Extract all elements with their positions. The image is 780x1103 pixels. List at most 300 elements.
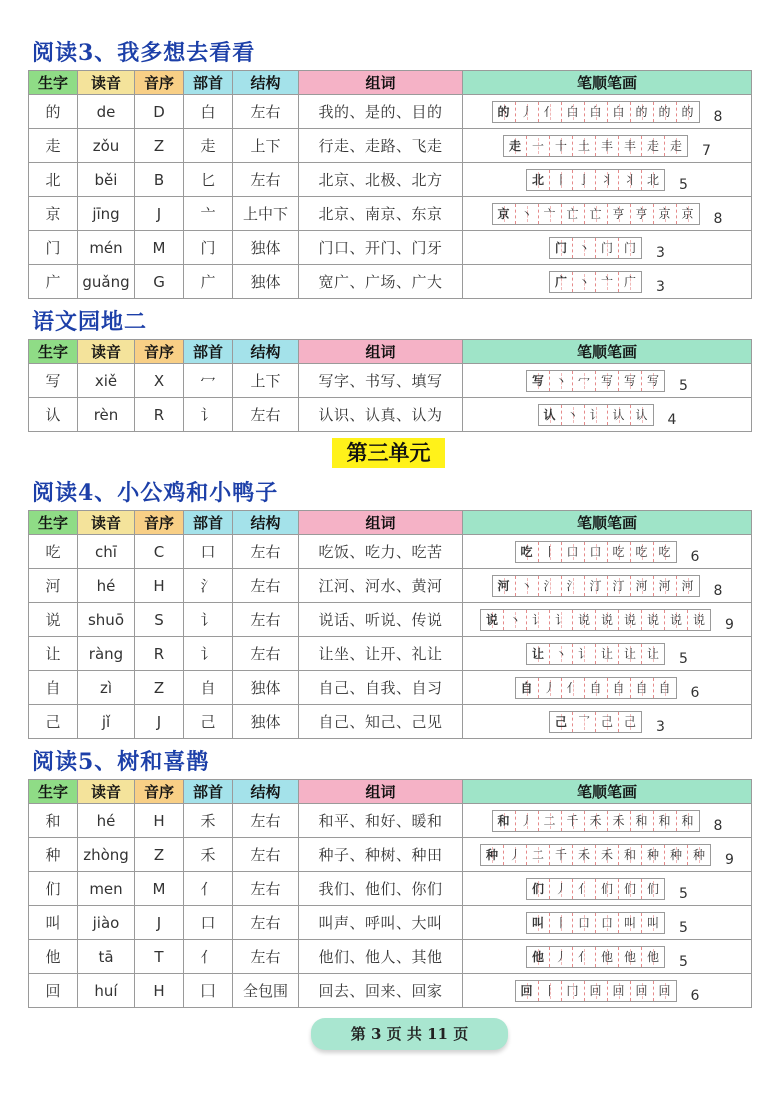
- table-row: [29, 637, 752, 671]
- structure-cell: 全包围: [233, 974, 299, 1008]
- stroke-step: 他: [647, 949, 660, 964]
- column-header-words: 组词: [299, 780, 463, 804]
- structure-cell: 上下: [233, 364, 299, 398]
- structure-cell: 独体: [233, 705, 299, 739]
- stroke-step-box: [596, 170, 619, 190]
- character-cell: 己: [29, 705, 78, 739]
- column-header-radical: 部首: [184, 71, 233, 95]
- stroke-step: 亻: [578, 949, 591, 964]
- stroke-step-box: [654, 102, 677, 122]
- stroke-step-box: [493, 102, 516, 122]
- stroke-step: 己: [555, 714, 568, 729]
- stroke-step-box: [642, 879, 664, 899]
- stroke-step: 和: [624, 847, 637, 862]
- stroke-step: 北: [647, 172, 660, 187]
- stroke-step: 他: [532, 949, 545, 964]
- word-group-cell: 他们、他人、其他: [299, 940, 463, 974]
- stroke-count: 9: [725, 851, 734, 868]
- stroke-step: 他: [601, 949, 614, 964]
- stroke-step-box: [573, 371, 596, 391]
- stroke-step-box: [585, 576, 608, 596]
- stroke-step: 河: [497, 578, 510, 593]
- stroke-step: 说: [670, 612, 683, 627]
- stroke-step: 回: [520, 983, 533, 998]
- phonetic-order-cell: M: [135, 231, 184, 265]
- stroke-step: 自: [589, 680, 602, 695]
- stroke-step: 氵: [566, 578, 579, 593]
- stroke-step-box: [550, 272, 573, 292]
- radical-cell: 讠: [184, 603, 233, 637]
- stroke-step: 说: [578, 612, 591, 627]
- phonetic-order-cell: J: [135, 906, 184, 940]
- stroke-step-box: [573, 879, 596, 899]
- stroke-step: 京: [497, 206, 510, 221]
- stroke-step-box: [493, 576, 516, 596]
- phonetic-order-cell: Z: [135, 671, 184, 705]
- column-header-structure: 结构: [233, 511, 299, 535]
- stroke-step: 自: [658, 680, 671, 695]
- table-row: [29, 872, 752, 906]
- stroke-step-box: [642, 913, 664, 933]
- stroke-step: 种: [693, 847, 706, 862]
- stroke-step: 讠: [555, 612, 568, 627]
- radical-cell: 自: [184, 671, 233, 705]
- stroke-step: 千: [566, 813, 579, 828]
- stroke-step-box: [562, 678, 585, 698]
- stroke-order-grid: [492, 575, 700, 597]
- stroke-step: 的: [681, 104, 694, 119]
- stroke-step-box: [596, 712, 619, 732]
- stroke-step-box: [481, 610, 504, 630]
- stroke-step-box: [619, 845, 642, 865]
- stroke-step: 们: [601, 881, 614, 896]
- stroke-count: 3: [656, 244, 665, 261]
- column-header-radical: 部首: [184, 340, 233, 364]
- stroke-step: 说: [647, 612, 660, 627]
- stroke-count: 5: [679, 953, 688, 970]
- phonetic-order-cell: R: [135, 637, 184, 671]
- radical-cell: 亠: [184, 197, 233, 231]
- stroke-order-grid: [515, 980, 677, 1002]
- stroke-step: 说: [486, 612, 499, 627]
- stroke-order-cell: [463, 569, 752, 603]
- table-row: [29, 364, 752, 398]
- stroke-step-box: [608, 576, 631, 596]
- stroke-step: 丰: [624, 138, 637, 153]
- column-header-seq: 音序: [135, 71, 184, 95]
- table-row: [29, 163, 752, 197]
- stroke-step: 口: [601, 915, 614, 930]
- section-title-reading-3: 阅读3、我多想去看看: [32, 40, 256, 66]
- structure-cell: 左右: [233, 872, 299, 906]
- stroke-step: 亡: [566, 206, 579, 221]
- pinyin-cell: jīng: [78, 197, 135, 231]
- stroke-order-grid: [492, 101, 700, 123]
- stroke-step: 叫: [624, 915, 637, 930]
- stroke-step-box: [619, 947, 642, 967]
- stroke-step: 亻: [543, 104, 556, 119]
- word-group-cell: 北京、北极、北方: [299, 163, 463, 197]
- structure-cell: 左右: [233, 637, 299, 671]
- stroke-step-box: [608, 811, 631, 831]
- stroke-step-box: [585, 542, 608, 562]
- stroke-step-box: [550, 879, 573, 899]
- stroke-step: 认: [543, 407, 556, 422]
- structure-cell: 上中下: [233, 197, 299, 231]
- stroke-step: 白: [612, 104, 625, 119]
- stroke-step: 让: [624, 646, 637, 661]
- stroke-step-box: [573, 238, 596, 258]
- stroke-step: 自: [520, 680, 533, 695]
- stroke-step: 写: [601, 373, 614, 388]
- pinyin-cell: zǒu: [78, 129, 135, 163]
- structure-cell: 左右: [233, 398, 299, 432]
- table-header-row: [29, 340, 752, 364]
- stroke-step-box: [631, 542, 654, 562]
- stroke-step: 禾: [612, 813, 625, 828]
- stroke-count: 8: [713, 582, 723, 599]
- structure-cell: 左右: [233, 804, 299, 838]
- stroke-step-box: [596, 845, 619, 865]
- stroke-order-cell: [463, 974, 752, 1008]
- character-cell: 北: [29, 163, 78, 197]
- stroke-step: 走: [647, 138, 660, 153]
- stroke-step-box: [677, 811, 699, 831]
- word-group-cell: 我的、是的、目的: [299, 95, 463, 129]
- table-row: [29, 906, 752, 940]
- stroke-step: 乛: [578, 714, 591, 729]
- stroke-step: 走: [670, 138, 683, 153]
- stroke-step-box: [562, 102, 585, 122]
- stroke-order-grid: [492, 810, 700, 832]
- pinyin-cell: de: [78, 95, 135, 129]
- stroke-step-box: [642, 610, 665, 630]
- structure-cell: 独体: [233, 671, 299, 705]
- vocab-table-language-garden-2: [28, 339, 752, 432]
- stroke-step-box: [677, 204, 699, 224]
- column-header-char: 生字: [29, 340, 78, 364]
- stroke-count: 5: [679, 377, 688, 394]
- character-cell: 走: [29, 129, 78, 163]
- stroke-order-grid: [526, 878, 665, 900]
- stroke-step-box: [539, 204, 562, 224]
- phonetic-order-cell: J: [135, 197, 184, 231]
- word-group-cell: 叫声、呼叫、大叫: [299, 906, 463, 940]
- stroke-step: 回: [612, 983, 625, 998]
- column-header-radical: 部首: [184, 780, 233, 804]
- stroke-step-box: [665, 610, 688, 630]
- stroke-step-box: [688, 845, 710, 865]
- table-row: [29, 940, 752, 974]
- stroke-step: 回: [589, 983, 602, 998]
- phonetic-order-cell: J: [135, 705, 184, 739]
- stroke-step: 千: [555, 847, 568, 862]
- table-row: [29, 671, 752, 705]
- column-header-pinyin: 读音: [78, 71, 135, 95]
- stroke-step: 种: [670, 847, 683, 862]
- pinyin-cell: tā: [78, 940, 135, 974]
- stroke-order-grid: [526, 912, 665, 934]
- stroke-step: 丶: [509, 612, 522, 627]
- stroke-count: 4: [667, 411, 677, 428]
- stroke-step-box: [562, 542, 585, 562]
- stroke-step: 和: [658, 813, 671, 828]
- table-header-row: [29, 511, 752, 535]
- stroke-step: 自: [612, 680, 625, 695]
- word-group-cell: 吃饭、吃力、吃苦: [299, 535, 463, 569]
- stroke-order-cell: [463, 804, 752, 838]
- stroke-step-box: [550, 644, 573, 664]
- stroke-step-box: [550, 913, 573, 933]
- radical-cell: 冖: [184, 364, 233, 398]
- stroke-count: 3: [656, 278, 665, 295]
- stroke-order-cell: [463, 163, 752, 197]
- stroke-step-box: [562, 981, 585, 1001]
- stroke-step: 让: [601, 646, 614, 661]
- stroke-order-cell: [463, 197, 752, 231]
- column-header-structure: 结构: [233, 71, 299, 95]
- stroke-count: 8: [713, 108, 723, 125]
- character-cell: 和: [29, 804, 78, 838]
- stroke-step: 冖: [578, 373, 591, 388]
- stroke-step: 广: [624, 274, 637, 289]
- stroke-step-box: [539, 981, 562, 1001]
- radical-cell: 禾: [184, 804, 233, 838]
- character-cell: 回: [29, 974, 78, 1008]
- stroke-step: 让: [532, 646, 545, 661]
- column-header-structure: 结构: [233, 340, 299, 364]
- stroke-order-cell: [463, 940, 752, 974]
- stroke-step: 丨: [543, 983, 556, 998]
- stroke-step: 丶: [578, 274, 591, 289]
- word-group-cell: 种子、种树、种田: [299, 838, 463, 872]
- stroke-order-cell: [463, 705, 752, 739]
- stroke-step-box: [550, 238, 573, 258]
- stroke-step: 说: [601, 612, 614, 627]
- stroke-step-box: [539, 102, 562, 122]
- stroke-step: 禾: [578, 847, 591, 862]
- stroke-step: 丿: [509, 847, 522, 862]
- stroke-step: 己: [624, 714, 637, 729]
- column-header-words: 组词: [299, 71, 463, 95]
- table-header-row: [29, 780, 752, 804]
- phonetic-order-cell: H: [135, 974, 184, 1008]
- stroke-step-box: [596, 371, 619, 391]
- stroke-step: 北: [532, 172, 545, 187]
- column-header-pinyin: 读音: [78, 511, 135, 535]
- table-row: [29, 398, 752, 432]
- stroke-step: 口: [578, 915, 591, 930]
- stroke-count: 8: [713, 210, 723, 227]
- vocab-table-reading-3: [28, 70, 752, 299]
- stroke-step: 亻: [578, 881, 591, 896]
- pinyin-cell: zì: [78, 671, 135, 705]
- stroke-step-box: [596, 238, 619, 258]
- stroke-step-box: [573, 712, 596, 732]
- word-group-cell: 行走、走路、飞走: [299, 129, 463, 163]
- stroke-count: 8: [713, 817, 723, 834]
- stroke-order-grid: [480, 844, 711, 866]
- stroke-step-box: [573, 913, 596, 933]
- table-row: [29, 974, 752, 1008]
- stroke-step: 走: [509, 138, 522, 153]
- character-cell: 种: [29, 838, 78, 872]
- radical-cell: 门: [184, 231, 233, 265]
- stroke-step-box: [527, 845, 550, 865]
- stroke-step-box: [573, 947, 596, 967]
- stroke-step-box: [596, 644, 619, 664]
- stroke-step-box: [527, 913, 550, 933]
- pinyin-cell: guǎng: [78, 265, 135, 299]
- stroke-step-box: [527, 879, 550, 899]
- structure-cell: 独体: [233, 265, 299, 299]
- stroke-count: 3: [656, 718, 665, 735]
- character-cell: 他: [29, 940, 78, 974]
- character-cell: 门: [29, 231, 78, 265]
- stroke-step-box: [539, 405, 562, 425]
- stroke-step-box: [631, 102, 654, 122]
- stroke-step: 河: [635, 578, 648, 593]
- stroke-step-box: [631, 204, 654, 224]
- stroke-step-box: [516, 204, 539, 224]
- stroke-step: 和: [681, 813, 694, 828]
- stroke-step-box: [642, 845, 665, 865]
- structure-cell: 左右: [233, 603, 299, 637]
- column-header-strokes: 笔顺笔画: [463, 340, 752, 364]
- stroke-step-box: [493, 204, 516, 224]
- stroke-step-box: [516, 576, 539, 596]
- stroke-step-box: [550, 610, 573, 630]
- character-cell: 认: [29, 398, 78, 432]
- radical-cell: 己: [184, 705, 233, 739]
- stroke-step: 的: [497, 104, 510, 119]
- stroke-step: 亻: [566, 680, 579, 695]
- stroke-step: 他: [624, 949, 637, 964]
- page-number-badge: 第 3 页 共 11 页: [311, 1018, 508, 1050]
- stroke-step: 讠: [532, 612, 545, 627]
- stroke-step-box: [504, 845, 527, 865]
- phonetic-order-cell: X: [135, 364, 184, 398]
- stroke-step-box: [619, 879, 642, 899]
- stroke-count: 5: [679, 176, 688, 193]
- radical-cell: 亻: [184, 872, 233, 906]
- table-row: [29, 129, 752, 163]
- table-row: [29, 535, 752, 569]
- stroke-step: 丬: [624, 172, 637, 187]
- character-cell: 们: [29, 872, 78, 906]
- phonetic-order-cell: B: [135, 163, 184, 197]
- stroke-step: 讠: [578, 646, 591, 661]
- stroke-order-cell: [463, 95, 752, 129]
- stroke-step-box: [539, 576, 562, 596]
- stroke-step: 回: [635, 983, 648, 998]
- stroke-step-box: [516, 678, 539, 698]
- stroke-step: 十: [555, 138, 568, 153]
- table-row: [29, 231, 752, 265]
- stroke-step-box: [642, 644, 664, 664]
- column-header-strokes: 笔顺笔画: [463, 511, 752, 535]
- column-header-words: 组词: [299, 511, 463, 535]
- table-row: [29, 804, 752, 838]
- stroke-step-box: [654, 576, 677, 596]
- stroke-step: 丿: [543, 680, 556, 695]
- character-cell: 自: [29, 671, 78, 705]
- stroke-step-box: [619, 272, 641, 292]
- stroke-step: 白: [589, 104, 602, 119]
- stroke-step: 口: [566, 544, 579, 559]
- stroke-step: 让: [647, 646, 660, 661]
- stroke-step: 的: [635, 104, 648, 119]
- pinyin-cell: jiào: [78, 906, 135, 940]
- word-group-cell: 认识、认真、认为: [299, 398, 463, 432]
- stroke-step: 种: [647, 847, 660, 862]
- pinyin-cell: xiě: [78, 364, 135, 398]
- stroke-step: 种: [486, 847, 499, 862]
- stroke-step-box: [631, 981, 654, 1001]
- stroke-order-cell: [463, 838, 752, 872]
- radical-cell: 口: [184, 535, 233, 569]
- stroke-step: 吃: [520, 544, 533, 559]
- stroke-order-grid: [526, 946, 665, 968]
- stroke-step: 丶: [566, 407, 579, 422]
- stroke-step: 叫: [647, 915, 660, 930]
- character-cell: 吃: [29, 535, 78, 569]
- stroke-order-grid: [549, 271, 642, 293]
- character-cell: 写: [29, 364, 78, 398]
- stroke-step: 认: [635, 407, 648, 422]
- stroke-step: 亠: [601, 274, 614, 289]
- stroke-order-cell: [463, 265, 752, 299]
- stroke-order-cell: [463, 671, 752, 705]
- stroke-order-cell: [463, 872, 752, 906]
- stroke-step: 河: [658, 578, 671, 593]
- stroke-step-box: [539, 811, 562, 831]
- stroke-order-cell: [463, 603, 752, 637]
- stroke-step-box: [481, 845, 504, 865]
- column-header-pinyin: 读音: [78, 340, 135, 364]
- stroke-step-box: [631, 576, 654, 596]
- character-cell: 广: [29, 265, 78, 299]
- word-group-cell: 和平、和好、暖和: [299, 804, 463, 838]
- character-cell: 河: [29, 569, 78, 603]
- pinyin-cell: zhòng: [78, 838, 135, 872]
- stroke-step: 讠: [589, 407, 602, 422]
- stroke-step: 和: [497, 813, 510, 828]
- stroke-order-cell: [463, 231, 752, 265]
- stroke-step: 亅: [578, 172, 591, 187]
- column-header-seq: 音序: [135, 511, 184, 535]
- stroke-step: 氵: [543, 578, 556, 593]
- stroke-step-box: [504, 136, 527, 156]
- stroke-step: 丿: [520, 813, 533, 828]
- stroke-count: 9: [725, 616, 734, 633]
- word-group-cell: 江河、河水、黄河: [299, 569, 463, 603]
- table-row: [29, 705, 752, 739]
- stroke-step-box: [642, 371, 664, 391]
- table-row: [29, 569, 752, 603]
- stroke-step: 门: [601, 240, 614, 255]
- stroke-step-box: [608, 102, 631, 122]
- table-header-row: [29, 71, 752, 95]
- word-group-cell: 说话、听说、传说: [299, 603, 463, 637]
- table-row: [29, 95, 752, 129]
- stroke-order-grid: [492, 203, 700, 225]
- stroke-step-box: [562, 204, 585, 224]
- stroke-step-box: [642, 136, 665, 156]
- structure-cell: 左右: [233, 95, 299, 129]
- stroke-step-box: [550, 170, 573, 190]
- character-cell: 京: [29, 197, 78, 231]
